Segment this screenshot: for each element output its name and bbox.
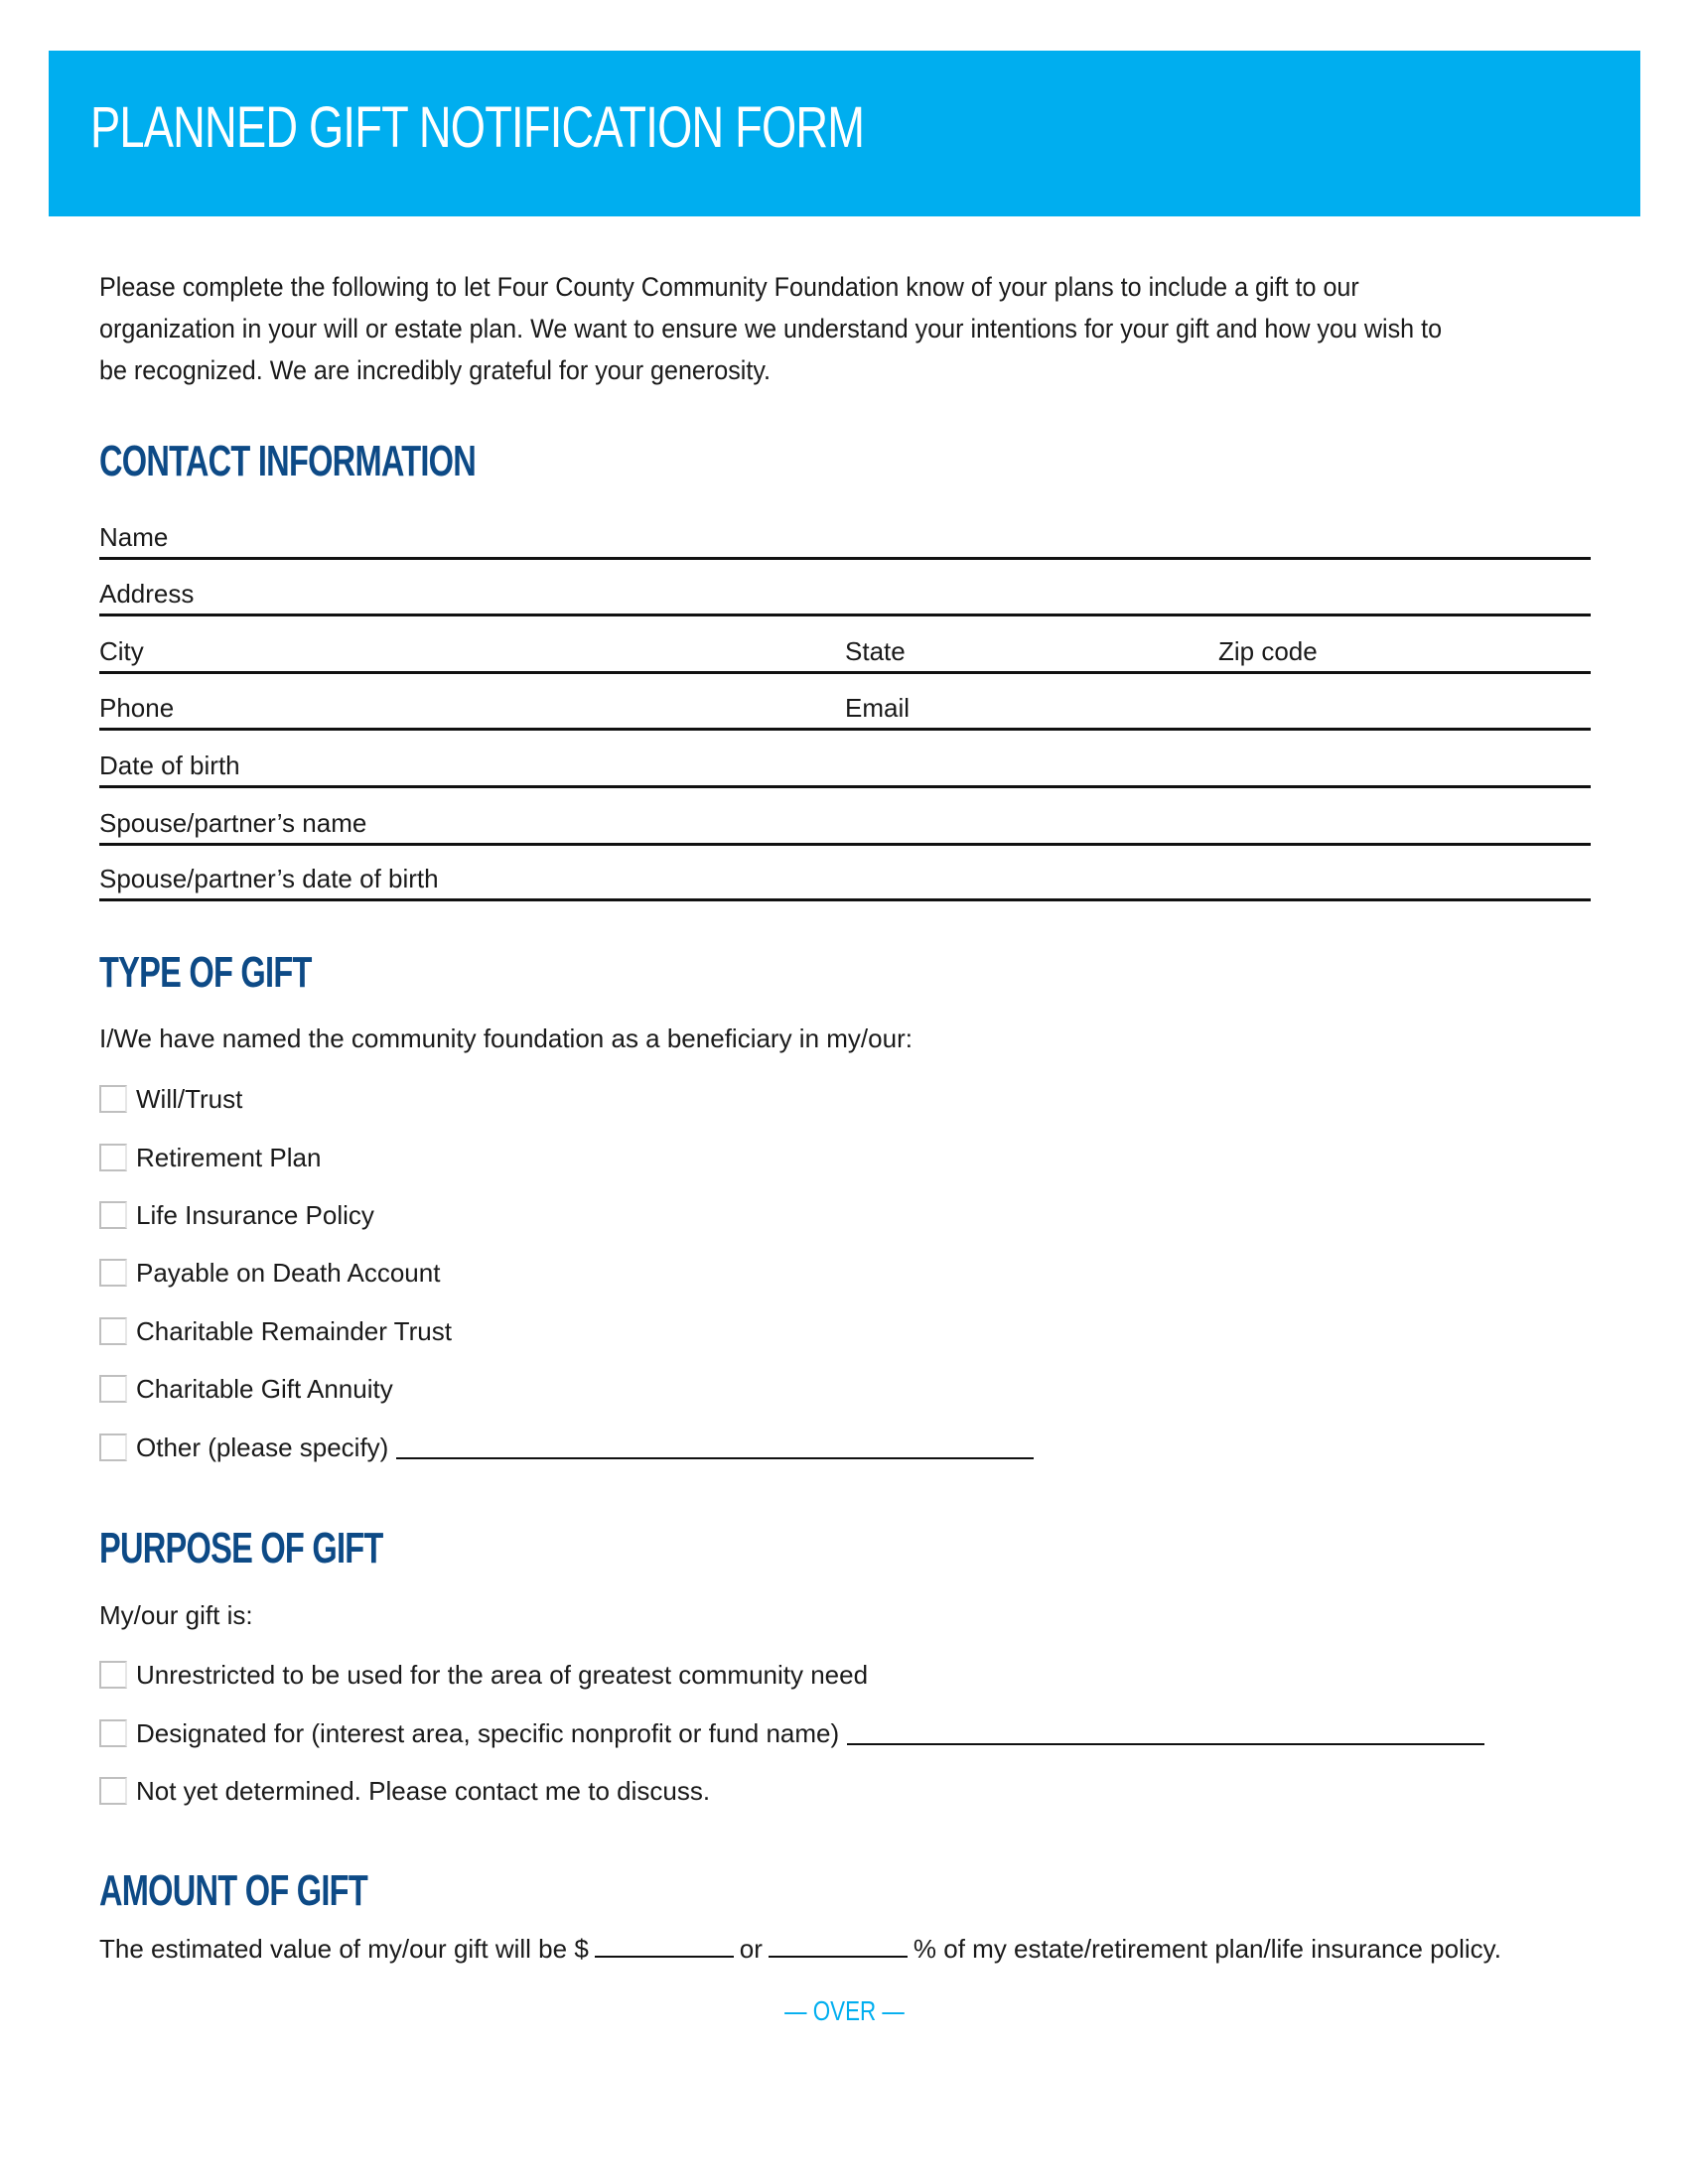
intro-line: organization in your will or estate plan. We want to ensure we understand your intentions for your gift and how you wish to [99,314,1443,343]
gift-type-option[interactable] [99,1141,321,1174]
option-label: Designated for (interest area, specific nonprofit or fund name) [136,1717,840,1748]
phone-label: Phone [99,693,175,723]
gift-type-option[interactable] [99,1082,242,1116]
dob-label: Date of birth [99,751,240,780]
gift-type-option[interactable] [99,1372,393,1406]
email-label: Email [845,693,911,723]
checkbox[interactable] [99,1144,127,1171]
gift-type-option[interactable] [99,1314,452,1348]
checkbox[interactable] [99,1661,127,1689]
state-label: State [845,636,906,666]
spouse-dob-field[interactable] [99,851,1591,901]
amount-text-middle: or [739,1934,763,1964]
purpose-option-designated[interactable] [99,1716,1484,1750]
purpose-option[interactable] [99,1774,710,1808]
name-label: Name [99,522,169,552]
city-label: City [99,636,144,666]
address-label: Address [99,579,195,609]
checkbox[interactable] [99,1201,127,1229]
option-label: Charitable Remainder Trust [136,1315,452,1346]
purpose-of-gift-prompt: My/our gift is: [99,1600,253,1630]
city-state-zip-row [99,623,1591,674]
gift-type-option[interactable] [99,1198,374,1232]
form-title: PLANNED GIFT NOTIFICATION FORM [90,95,865,160]
checkbox[interactable] [99,1777,127,1805]
amount-text-before: The estimated value of my/our gift will be $ [99,1934,589,1964]
zip-label: Zip code [1218,636,1318,666]
amount-of-gift-heading: AMOUNT OF GIFT [99,1866,367,1915]
option-label: Payable on Death Account [136,1257,441,1288]
spouse-name-field[interactable] [99,795,1591,846]
dollar-amount-blank[interactable] [595,1934,734,1958]
type-of-gift-prompt: I/We have named the community foundation as a beneficiary in my/our: [99,1024,913,1053]
name-field[interactable] [99,509,1591,560]
over-label: — OVER — [783,1995,905,2026]
address-field[interactable] [99,566,1591,616]
option-label: Retirement Plan [136,1142,322,1172]
amount-statement [99,1934,1501,1965]
gift-type-option-other[interactable] [99,1431,1034,1464]
checkbox[interactable] [99,1317,127,1345]
contact-heading: CONTACT INFORMATION [99,437,477,485]
other-specify-blank[interactable] [396,1435,1034,1459]
amount-text-after: % of my estate/retirement plan/life insurance policy. [913,1934,1501,1964]
intro-paragraph [99,266,1614,391]
option-label: Charitable Gift Annuity [136,1373,393,1404]
checkbox[interactable] [99,1719,127,1747]
purpose-option[interactable] [99,1658,868,1692]
intro-line: Please complete the following to let Four County Community Foundation know of your plans to include a gift to our [99,272,1359,302]
percent-amount-blank[interactable] [769,1934,908,1958]
spouse-name-label: Spouse/partner’s name [99,808,367,838]
option-label: Will/Trust [136,1083,243,1114]
designated-for-blank[interactable] [847,1721,1484,1745]
intro-line: be recognized. We are incredibly grateful for your generosity. [99,355,772,385]
purpose-of-gift-heading: PURPOSE OF GIFT [99,1524,383,1572]
spouse-dob-label: Spouse/partner’s date of birth [99,864,439,893]
over-indicator [0,1995,1688,2027]
gift-type-option[interactable] [99,1256,440,1290]
option-label: Not yet determined. Please contact me to discuss. [136,1775,711,1806]
phone-email-row [99,680,1591,731]
dob-field[interactable] [99,738,1591,788]
checkbox[interactable] [99,1375,127,1403]
option-label: Unrestricted to be used for the area of greatest community need [136,1659,869,1690]
type-of-gift-heading: TYPE OF GIFT [99,948,312,997]
checkbox[interactable] [99,1433,127,1461]
option-label: Life Insurance Policy [136,1199,374,1230]
checkbox[interactable] [99,1259,127,1287]
checkbox[interactable] [99,1085,127,1113]
option-label: Other (please specify) [136,1432,389,1462]
header-banner [49,51,1640,216]
